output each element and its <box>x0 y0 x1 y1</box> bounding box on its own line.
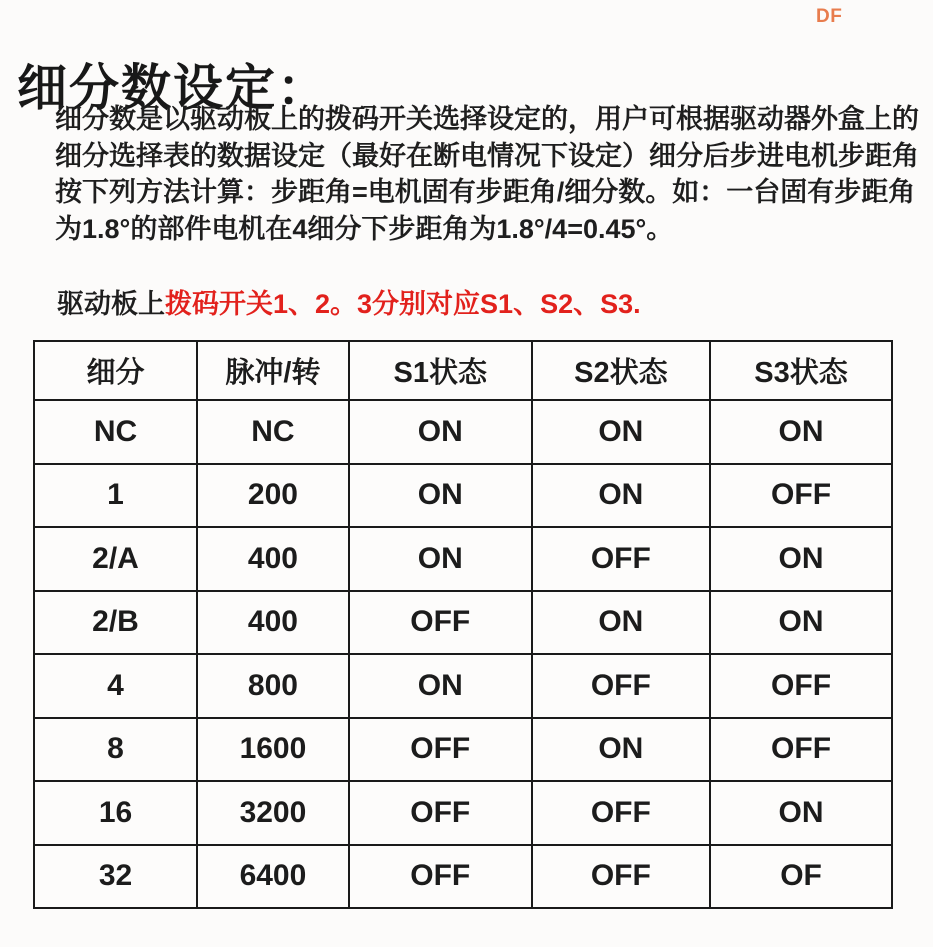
table-cell: OFF <box>349 718 532 782</box>
microstep-settings-table <box>33 340 893 909</box>
table-row <box>34 654 892 718</box>
page-title: 细分数设定： <box>17 59 329 116</box>
table-cell: 400 <box>197 591 349 655</box>
table-cell: OFF <box>349 591 532 655</box>
table-row <box>34 400 892 464</box>
paragraph-line: 细分数是以驱动板上的拨码开关选择设定的，用户可根据驱动器外盒上的 <box>55 104 919 134</box>
table-header-cell: S1状态 <box>349 341 532 400</box>
table-cell: OFF <box>349 845 532 909</box>
table-cell: ON <box>532 464 710 528</box>
table-cell: ON <box>532 718 710 782</box>
table-cell: OF <box>710 845 892 909</box>
table-cell: NC <box>197 400 349 464</box>
paragraph-line: 细分选择表的数据设定（最好在断电情况下设定）细分后步进电机步距角 <box>55 140 919 171</box>
table-cell: ON <box>349 527 532 591</box>
table-cell: 1600 <box>197 718 349 782</box>
table-cell: 6400 <box>197 845 349 909</box>
table-cell: ON <box>349 654 532 718</box>
table-cell: ON <box>349 400 532 464</box>
table-header-cell: S3状态 <box>710 341 892 400</box>
table-cell: 8 <box>34 718 197 782</box>
table-cell: 800 <box>197 654 349 718</box>
dip-switch-note <box>57 282 641 321</box>
microstep-table-body <box>34 400 892 908</box>
table-cell: ON <box>710 781 892 845</box>
table-cell: ON <box>532 591 710 655</box>
table-cell: ON <box>532 400 710 464</box>
table-cell: OFF <box>349 781 532 845</box>
table-header-row <box>34 341 892 400</box>
table-cell: NC <box>34 400 197 464</box>
paragraph-line: 为1.8°的部件电机在4细分下步距角为1.8°/4=0.45°。 <box>55 213 674 244</box>
table-header-cell: S2状态 <box>532 341 710 400</box>
table-cell: ON <box>710 400 892 464</box>
table-row <box>34 781 892 845</box>
table-cell: 1 <box>34 464 197 528</box>
table-row <box>34 527 892 591</box>
table-cell: ON <box>349 464 532 528</box>
table-cell: OFF <box>710 718 892 782</box>
table-cell: OFF <box>710 654 892 718</box>
table-row <box>34 591 892 655</box>
table-row <box>34 718 892 782</box>
table-cell: 2/B <box>34 591 197 655</box>
table-header-cell: 脉冲/转 <box>197 341 349 400</box>
table-cell: 3200 <box>197 781 349 845</box>
table-cell: 32 <box>34 845 197 909</box>
table-cell: 16 <box>34 781 197 845</box>
table-cell: OFF <box>532 527 710 591</box>
intro-paragraph <box>55 101 920 247</box>
table-cell: ON <box>710 591 892 655</box>
dip-note-highlight: 拨码开关1、2。3分别对应S1、S2、S3. <box>165 289 641 319</box>
df-watermark-logo: DF <box>816 6 843 27</box>
table-row <box>34 464 892 528</box>
table-cell: 400 <box>197 527 349 591</box>
table-cell: OFF <box>532 654 710 718</box>
dip-note-prefix: 驱动板上 <box>57 289 165 319</box>
table-row <box>34 845 892 909</box>
table-header-cell: 细分 <box>34 341 197 400</box>
table-cell: 200 <box>197 464 349 528</box>
table-cell: 4 <box>34 654 197 718</box>
table-cell: OFF <box>532 845 710 909</box>
table-cell: ON <box>710 527 892 591</box>
paragraph-line: 按下列方法计算：步距角=电机固有步距角/细分数。如：一台固有步距角 <box>55 177 916 207</box>
table-cell: 2/A <box>34 527 197 591</box>
table-cell: OFF <box>710 464 892 528</box>
table-cell: OFF <box>532 781 710 845</box>
